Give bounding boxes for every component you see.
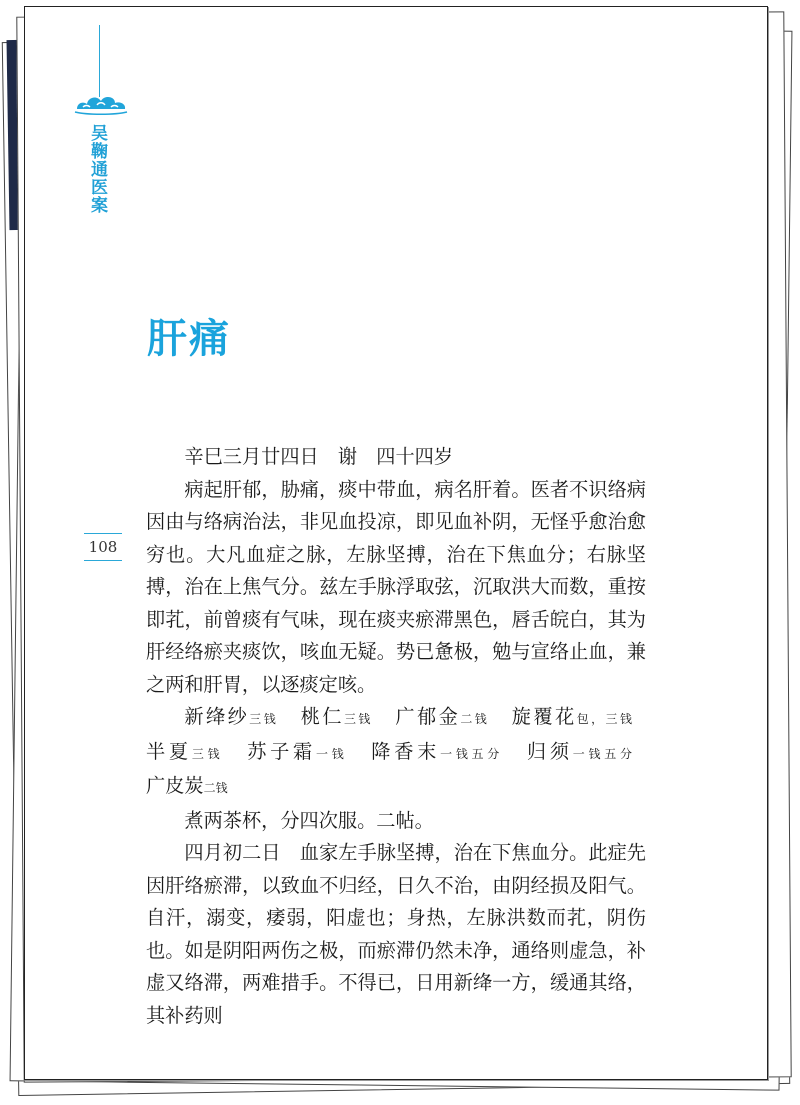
book-page — [24, 6, 768, 1080]
herb-item — [146, 740, 223, 763]
herb-item — [512, 705, 632, 728]
herb-dose: 三钱 — [343, 712, 373, 726]
case-dateline: 辛巳三月廿四日 谢 四十四岁 — [184, 445, 454, 468]
herb-item — [247, 740, 347, 763]
herb-item — [146, 774, 228, 797]
herb-dose: 二钱 — [203, 781, 228, 795]
herb-dose: 三钱 — [249, 712, 279, 726]
herb-name: 半夏 — [146, 739, 192, 763]
herb-dose: 三钱 — [191, 746, 224, 761]
herb-name: 新绛纱 — [184, 705, 250, 728]
herb-dose: 一钱五分 — [572, 746, 632, 761]
herb-item — [527, 740, 632, 763]
herb-item — [371, 740, 503, 763]
herb-name: 降香末 — [371, 739, 441, 763]
herb-item — [184, 705, 278, 728]
herb-name: 归须 — [526, 739, 573, 763]
herb-item — [395, 705, 489, 728]
dosage-instruction: 煮两茶杯，分四次服。二帖。 — [184, 808, 434, 832]
case-paragraph: 病起肝郁，胁痛，痰中带血，病名肝着。医者不识络病因由与络病治法，非见血投凉，即见血补阴，无怪乎愈治愈穷也。大凡血症之脉，左脉坚搏，治在下焦血分；右脉坚搏，治在上焦气分。兹左手脉浮取弦，沉取洪大而数，重按即芤，前曾痰有气味，现在痰夹瘀滞黑色，唇舌皖白，其为肝经络瘀夹痰饮，咳血无疑。势已惫极，勉与宣络止血，兼之两和肝胃，以逐痰定咳。 — [146, 477, 646, 696]
prescription — [146, 701, 646, 805]
cloud-icon — [73, 91, 129, 117]
herb-name: 广皮炭 — [146, 774, 204, 797]
herb-dose: 一钱五分 — [440, 746, 504, 761]
page-number: 108 — [88, 538, 118, 556]
chapter-title: 肝痛 — [147, 315, 231, 362]
herb-name: 广郁金 — [395, 705, 461, 728]
page-number-rule-top — [84, 533, 122, 534]
herb-name: 桃仁 — [300, 705, 344, 728]
book-title-vertical: 吴鞠通医案 — [91, 124, 109, 216]
case-text — [146, 441, 646, 1032]
herb-item — [301, 705, 373, 728]
herb-dose: 包，三钱 — [576, 712, 632, 726]
herb-name: 旋覆花 — [511, 705, 577, 728]
followup-paragraph: 四月初二日 血家左手脉坚搏，治在下焦血分。此症先因肝络瘀滞，以致血不归经，日久不治，由阴经损及阳气。自汗，溺变，痿弱，阳虚也；身热，左脉洪数而芤，阴伤也。如是阴阳两伤之极，而瘀滞仍然未净，通络则虚急，补虚又络滞，两难措手。不得已，日用新绛一方，缓通其络，其补药则 — [146, 841, 646, 1027]
page-number-rule-bottom — [84, 560, 122, 561]
herb-name: 苏子霜 — [247, 739, 316, 763]
herb-dose: 一钱 — [315, 746, 348, 761]
herb-dose: 二钱 — [460, 712, 490, 726]
ornament-thread — [99, 25, 100, 97]
